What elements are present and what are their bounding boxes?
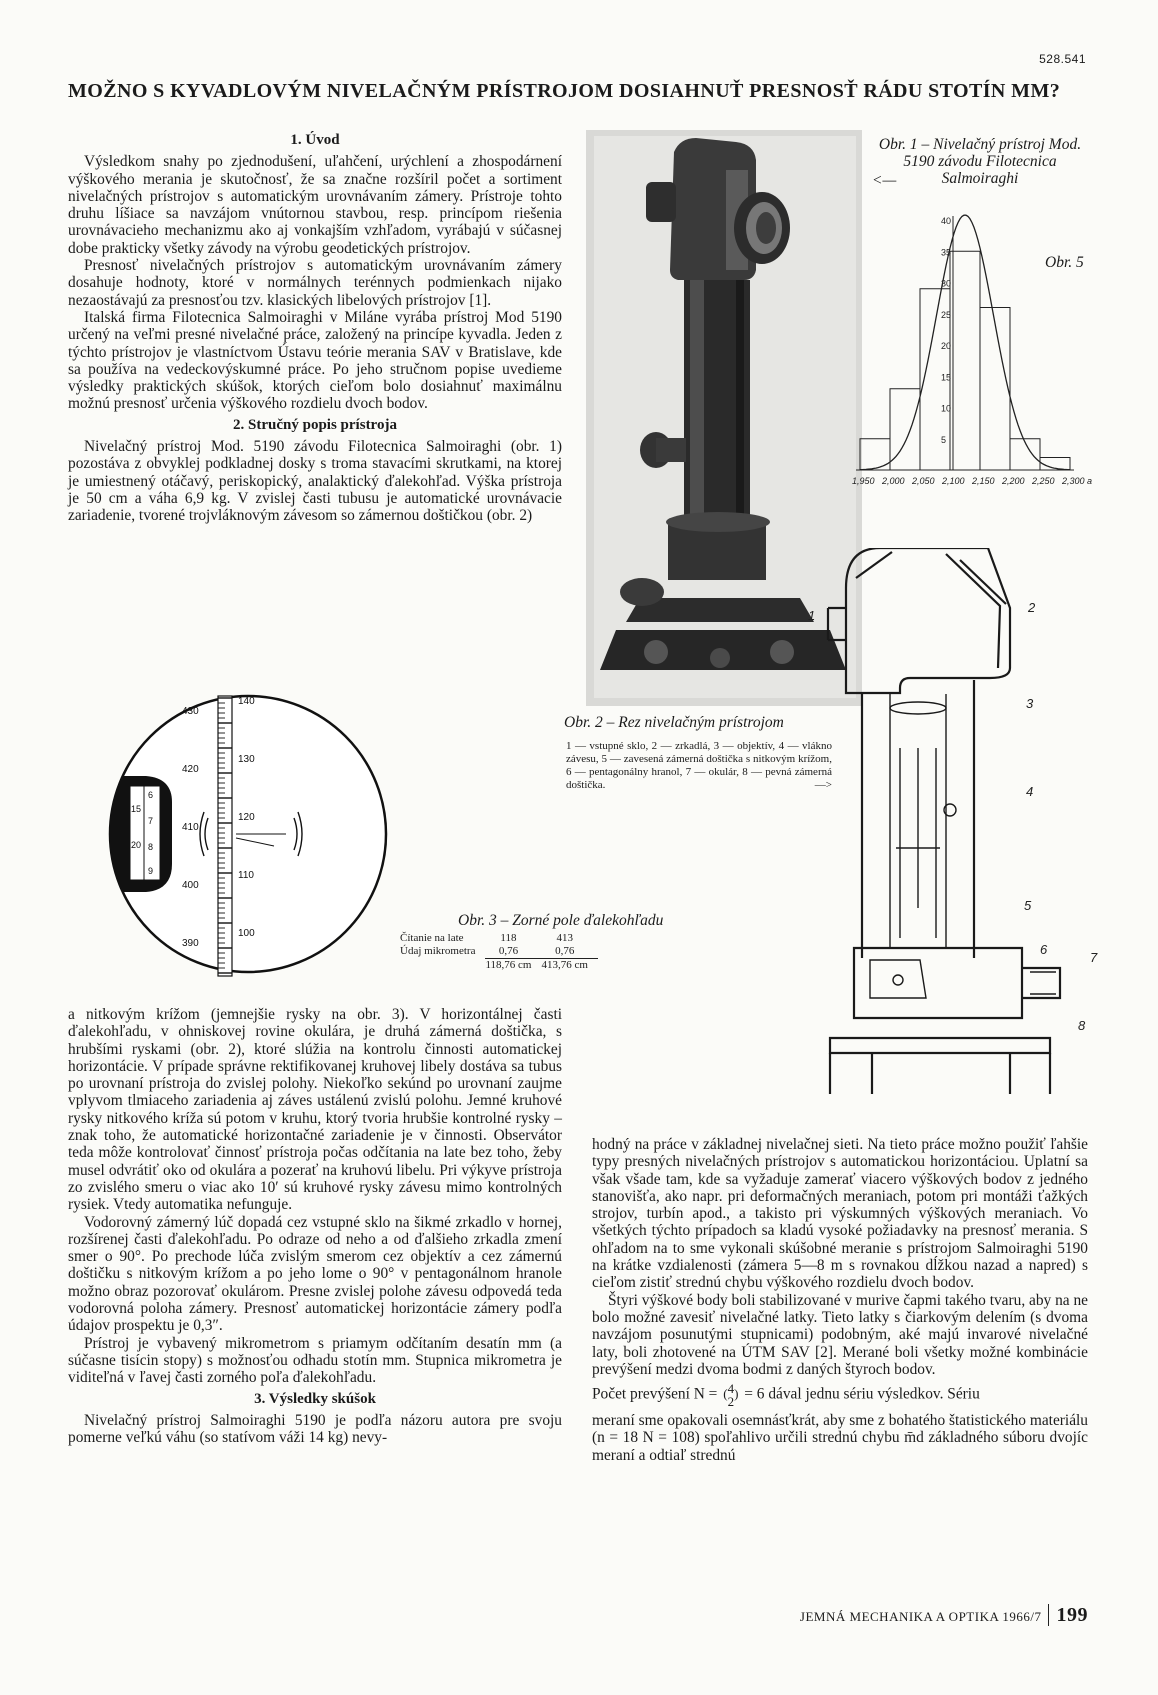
fig5-histogram <box>852 206 1092 526</box>
reading-value-2: 413 <box>556 932 573 944</box>
sum-value-1: 118,76 cm <box>485 959 541 973</box>
y-tick-label: 10 <box>941 403 952 414</box>
fig2-arrow: —> <box>814 779 832 791</box>
scale-left-390: 390 <box>182 938 199 949</box>
x-tick-label: 2,300 a <box>1062 476 1092 486</box>
right-column-bottom <box>592 1136 1088 1464</box>
section3-right-3: meraní sme opakovali osemnásťkrát, aby sme z bohatého štatistického materiálu (n = 18 N = 108) spoľahlivo určili strednú chybu m̄d základného súboru dvojíc meraní a odtiaľ strednú <box>592 1412 1088 1464</box>
histogram-bars <box>860 251 1070 470</box>
journal-name: JEMNÁ MECHANIKA A OPTIKA 1966/7 <box>799 1609 1042 1624</box>
fig2-num-7: 7 <box>1090 950 1098 965</box>
scale-right-110: 110 <box>238 870 254 881</box>
sum-row <box>400 959 598 973</box>
scale-right-140: 140 <box>238 696 255 707</box>
scale-right-100: 100 <box>238 928 255 939</box>
y-tick-label: 35 <box>941 247 952 258</box>
fig1-caption-text: Obr. 1 – Nivelačný prístroj Mod. 5190 závodu Filotecnica Salmoiraghi <box>878 136 1082 187</box>
scale-right-130: 130 <box>238 754 255 765</box>
x-tick-label: 2,050 <box>912 476 935 486</box>
scale-left-430: 430 <box>182 706 199 717</box>
fig3-reading-table <box>400 932 598 972</box>
y-tick-label: 30 <box>941 278 952 289</box>
reading-row <box>400 932 598 945</box>
scale-left-420: 420 <box>182 764 199 775</box>
formula-line <box>592 1382 1088 1408</box>
section2-paragraph-3: Vodorovný zámerný lúč dopadá cez vstupné sklo na šikmé zrkadlo v hornej, rozšírenej časti ďalekohľadu. Po odraze od neho a od ďalšieho zrkadla zmení smer o 90°. Po prechode lúča zvislým smerom cez objektív a cez zámernú doštičku s nitkovým krížom a po jeho lome o 90° v pentagonálnom hranole možno obraz pozorovať okulárom. Presne zvislej polohe závesu odpovedá teda vodorovná poloha zámery. Presnosť automatickej horizontácie zámery podľa údajov prospektu je 0,3″. <box>68 1213 562 1335</box>
reading-label: Čítanie na late <box>400 932 464 944</box>
x-tick-label: 2,150 <box>972 476 995 486</box>
fig2-num-5: 5 <box>1024 898 1032 913</box>
fig1-caption <box>870 136 1090 187</box>
binom-top: 4 <box>727 1381 735 1397</box>
reading-value-1: 118 <box>500 932 517 944</box>
fig2-legend <box>566 740 832 792</box>
micro-left-15: 15 <box>131 804 142 814</box>
histogram-bar <box>980 308 1010 471</box>
page-number: 199 <box>1048 1604 1089 1626</box>
sum-value-2: 413,76 cm <box>541 959 597 973</box>
section2-paragraph-4: Prístroj je vybavený mikrometrom s priamym odčítaním desatín mm (a súčasne tisícin stopy) s možnosťou odhadu stotín mm. Stupnica mikrometra je viditeľná v ľavej časti zorného poľa ďalekohľadu. <box>68 1334 562 1387</box>
micro-row <box>400 945 598 959</box>
section3-right-2: Štyri výškové body boli stabilizované v murive čapmi takého tvaru, aby na ne bolo možné zavesiť nivelačné latky. Tieto latky s čiarkovým delením (s dvoma navzájom posunutými stupnicami) podobným, aké majú invarové nivelačné laty, boli zhotovené na ÚTM SAV [2]. Merané boli všetky možné kombinácie prevýšení medzi dvoma bodmi z daných štyroch bodov. <box>592 1291 1088 1378</box>
y-tick-label: 40 <box>941 216 952 226</box>
fig5-label: Obr. 5 <box>1045 254 1084 271</box>
histogram-axis <box>852 216 1092 486</box>
y-tick-label: 20 <box>941 341 952 351</box>
x-tick-label: 2,000 <box>882 476 905 486</box>
x-tick-label: 2,200 <box>1002 476 1025 486</box>
formula-post: = 6 dával jednu sériu výsledkov. Sériu <box>744 1385 980 1403</box>
scale-right-120: 120 <box>238 812 255 823</box>
udc-code: 528.541 <box>1039 52 1086 66</box>
x-tick-label: 1,950 <box>852 476 875 486</box>
section1-paragraph-3: Italská firma Filotecnica Salmoiraghi v Miláne vyrába prístroj Mod 5190 určený na veľmi presné nivelačné práce, založený na princípe kyvadla. Jeden z týchto prístrojov je vlastníctvom Ústavu teórie merania SAV v Bratislave, kde sa používa na vedeckovýskumné práce. Po jeho stručnom popise uvedieme výsledky praktických skúšok, ktorých cieľom bolo dosiahnuť maximálnu možnú presnosť určenia výškového rozdielu dvoch bodov. <box>68 308 562 413</box>
micro-right-9: 9 <box>148 866 154 876</box>
article-title: MOŽNO S KYVADLOVÝM NIVELAČNÝM PRÍSTROJOM DOSIAHNUŤ PRESNOSŤ RÁDU STOTÍN MM? <box>68 80 1061 102</box>
binom-bottom: 2 <box>727 1394 735 1410</box>
micro-right-6: 6 <box>148 790 154 800</box>
x-tick-label: 2,100 <box>942 476 965 486</box>
fig3-caption: Obr. 3 – Zorné pole ďalekohľadu <box>458 912 664 929</box>
y-tick-label: 5 <box>941 434 947 445</box>
y-tick-label: 25 <box>941 309 952 320</box>
fig2-num-6: 6 <box>1040 942 1048 957</box>
micro-value-2: 0,76 <box>555 945 575 957</box>
histogram-bar <box>950 251 980 470</box>
micro-right-8: 8 <box>148 842 154 852</box>
fig2-num-8: 8 <box>1078 1018 1086 1033</box>
fig2-caption: Obr. 2 – Rez nivelačným prístrojom <box>564 714 784 731</box>
fig2-num-1: 1 <box>808 608 816 623</box>
section2-heading: 2. Stručný popis prístroja <box>233 416 397 433</box>
fig2-num-3: 3 <box>1026 696 1034 711</box>
section1-paragraph-1: Výsledkom snahy po zjednodušení, uľahčení, urýchlení a zhospodárnení výškového merania je skutočnosť, že sa značne rozšíril počet a sortiment nivelačných prístrojov s automatickým urovnávaním zámery. Prístroje tohto druhu líšiace sa navzájom vnútornou stavbou, resp. princípom riešenia urovnávacieho mechanizmu ako aj vonkajším vzhľadom, vyrábajú v súčasnej dobe prakticky všetky závody na výrobu geodetických prístrojov. <box>68 153 562 257</box>
scale-left-410: 410 <box>182 822 199 833</box>
x-tick-label: 2,250 <box>1032 476 1055 486</box>
section3-heading: 3. Výsledky skúšok <box>254 1390 376 1407</box>
scale-left-400: 400 <box>182 880 199 891</box>
left-column-bottom <box>68 1006 562 1446</box>
fig1-arrow: <— <box>872 172 897 189</box>
fig2-num-2: 2 <box>1028 600 1036 615</box>
fig2-legend-text: 1 — vstupné sklo, 2 — zrkadlá, 3 — objektív, 4 — vlákno závesu, 5 — zavesená zámerná doštička s nitkovým krížom, 6 — pentagonálny hranol, 7 — okulár, 8 — pevná zámerná doštička. <box>566 740 832 791</box>
fig3-field-of-view <box>86 690 392 980</box>
section3-paragraph-1: Nivelačný prístroj Salmoiraghi 5190 je podľa názoru autora pre svoju pomerne veľkú váhu (so statívom váži 14 kg) nevy- <box>68 1411 562 1447</box>
micro-left-20: 20 <box>131 840 142 850</box>
micro-value-1: 0,76 <box>498 945 519 957</box>
micro-right-7: 7 <box>148 816 154 826</box>
page-footer <box>800 1604 1088 1627</box>
fig2-section-drawing <box>800 548 1100 1114</box>
micro-label: Údaj mikrometra <box>400 945 476 958</box>
section1-heading: 1. Úvod <box>290 132 340 148</box>
section2-paragraph-2: a nitkovým krížom (jemnejšie rysky na obr. 3). V horizontálnej časti ďalekohľadu, v ohniskovej rovine okulára, je druhá zámerná doštička, s hrubšími ryskami (obr. 2), ktoré slúžia na kontrolu činnosti automatickej horizontácie. V prípade správne rektifikovanej kruhovej libely dostáva sa tubus po urovnaní prístroja do zvislej polohy. Niekoľko sekúnd po urovnaní zaujme vplyvom tlmiaceho zariadenia aj záves ustálenú zvislú polohu. Jemné kruhové rysky nitkového kríža sú potom v kruhu, ktorý tvoria hrubšie kontrolné rysky – znak toho, že automatické horizontačné zariadenie je v činnosti. Observátor teda môže kontrolovať činnosť prístroja počas odčítania na late bez toho, žeby musel odvrátiť oko od okulára a pozerať na kruhovú libelu. Pri výkyve prístroja zo zvislého smeru o viac ako 10′ sú kruhové rysky závesu mimo kontrolných rysiek. Vtedy automatika nefunguje. <box>68 1006 562 1214</box>
section1-paragraph-2: Presnosť nivelačných prístrojov s automatickým urovnávaním zámery dosahuje hodnoty, ktoré v normálnych terénnych podmienkach nijako nezaostávajú za presnosťou tzv. klasických libelových prístrojov [1]. <box>68 257 562 309</box>
left-column-top <box>68 128 562 525</box>
fig2-num-4: 4 <box>1026 784 1034 799</box>
y-tick-label: 15 <box>941 372 952 383</box>
section2-paragraph-1: Nivelačný prístroj Mod. 5190 závodu Filotecnica Salmoiraghi (obr. 1) pozostáva z obvyklej podkladnej dosky s troma stavacími skrutkami, na ktorej je umiestnený otáčavý, periskopický, analaktický ďalekohľad. Výška prístroja je 50 cm a váha 6,9 kg. V zvislej časti tubusu je automatické urovnávacie zariadenie, tvorené trojvláknovým závesom so zámernou doštičkou (obr. 2) <box>68 438 562 525</box>
normal-curve <box>860 215 1070 470</box>
formula-pre: Počet prevýšení N = <box>592 1385 722 1403</box>
section3-right-1: hodný na práce v základnej nivelačnej sieti. Na tieto práce možno použiť ľahšie typy presných nivelačných prístrojov s automatickou horizontáciou. Uplatní sa však všade tam, kde sa vyžaduje zamerať viacero výškových bodov z jedného stanovišťa, ako napr. pri deformačných meraniach, potom pri montáži ťažkých strojov, turbín apod., a takisto pri výskumných výškových meraniach. Vo všetkých týchto prípadoch sa kladú vysoké požiadavky na presnosť merania. S ohľadom na to sme vykonali skúšobné meranie s prístrojom Salmoiraghi 5190 na krátke vzdialenosti (zámera 5—8 m s rovnakou dĺžkou nazad a napred) s cieľom zistiť strednú chybu výškového rozdielu dvoch bodov. <box>592 1136 1088 1292</box>
binomial: ( 4 2 ) <box>723 1381 739 1410</box>
